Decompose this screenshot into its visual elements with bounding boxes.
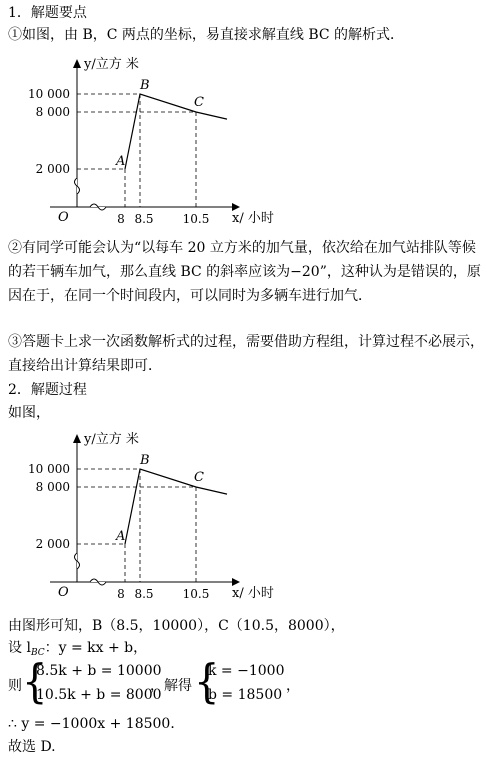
y-axis-arrow: [73, 59, 81, 68]
x-axis-break: [90, 204, 106, 210]
coord-text: 由图形可知，B（8.5，10000），C（10.5，8000），: [8, 618, 345, 634]
point-3-text: ③答题卡上求一次函数解析式的过程，需要借助方程组，计算过程不必展示，直接给出计算结果即可．: [8, 334, 484, 374]
x-axis-label: x/ 小时: [232, 586, 274, 601]
y-tick-label: 8 000: [35, 105, 70, 119]
answer-text: 故选 D.: [8, 739, 56, 755]
y-tick-label: 2 000: [35, 537, 70, 551]
y-axis-label: y/立方 米: [84, 57, 139, 72]
point-1-text: ①如图，由 B，C 两点的坐标，易直接求解直线 BC 的解析式．: [8, 27, 405, 43]
solve-text: ，解得: [150, 678, 192, 694]
point-2-text: ②有同学可能会认为“以每车 20 立方米的加气量，依次给在加气站排队等候的若干辆车加气，那么直线 BC 的斜率应该为−20”，这种认为是错误的，原因在于，在同一个时间段内，可以同时为多辆车进行加气．: [8, 240, 481, 304]
left-brace-1: {: [22, 655, 48, 709]
solution-1: k = −1000: [208, 663, 285, 679]
y-axis-label: y/立方 米: [84, 432, 139, 447]
left-brace-2: {: [194, 655, 220, 709]
x-axis-arrow: [232, 203, 240, 211]
x-axis-break: [90, 579, 106, 585]
equation-2: 10.5k + b = 8000: [36, 687, 162, 703]
graph-1: [0, 50, 300, 230]
point-label-b: B: [140, 453, 150, 468]
trailing-comma: ，: [286, 678, 300, 694]
x-axis-arrow: [232, 578, 240, 586]
solution-2: b = 18500: [208, 687, 283, 703]
x-tick-label: 8: [117, 587, 125, 601]
graph-2: [0, 425, 300, 605]
y-tick-label: 10 000: [28, 462, 70, 476]
set-equation: ：y = kx + b，: [44, 640, 148, 656]
origin-label: O: [58, 585, 69, 600]
point-label-c: C: [194, 470, 204, 485]
line-subscript: BC: [30, 648, 45, 658]
then-text: 则: [8, 678, 22, 694]
equation-1: 8.5k + b = 10000: [36, 663, 162, 679]
y-axis-break: [75, 553, 80, 569]
x-tick-label: 8: [117, 212, 125, 226]
point-label-b: B: [140, 78, 150, 93]
origin-label: O: [58, 210, 69, 225]
set-prefix: 设 l: [8, 640, 31, 656]
point-label-c: C: [194, 95, 204, 110]
y-axis-arrow: [73, 434, 81, 443]
x-tick-label: 8.5: [134, 587, 154, 601]
result-text: ∴ y = −1000x + 18500．: [8, 716, 185, 732]
point-label-a: A: [116, 154, 126, 169]
y-axis-break: [75, 178, 80, 194]
x-tick-label: 10.5: [182, 587, 210, 601]
intro-text: 如图，: [8, 405, 50, 421]
x-tick-label: 8.5: [134, 212, 154, 226]
y-tick-label: 2 000: [35, 162, 70, 176]
point-label-a: A: [116, 529, 126, 544]
y-tick-label: 10 000: [28, 87, 70, 101]
section-2-heading: 2．解题过程: [8, 382, 87, 398]
x-axis-label: x/ 小时: [232, 211, 274, 226]
section-1-heading: 1．解题要点: [8, 5, 87, 21]
x-tick-label: 10.5: [182, 212, 210, 226]
y-tick-label: 8 000: [35, 480, 70, 494]
